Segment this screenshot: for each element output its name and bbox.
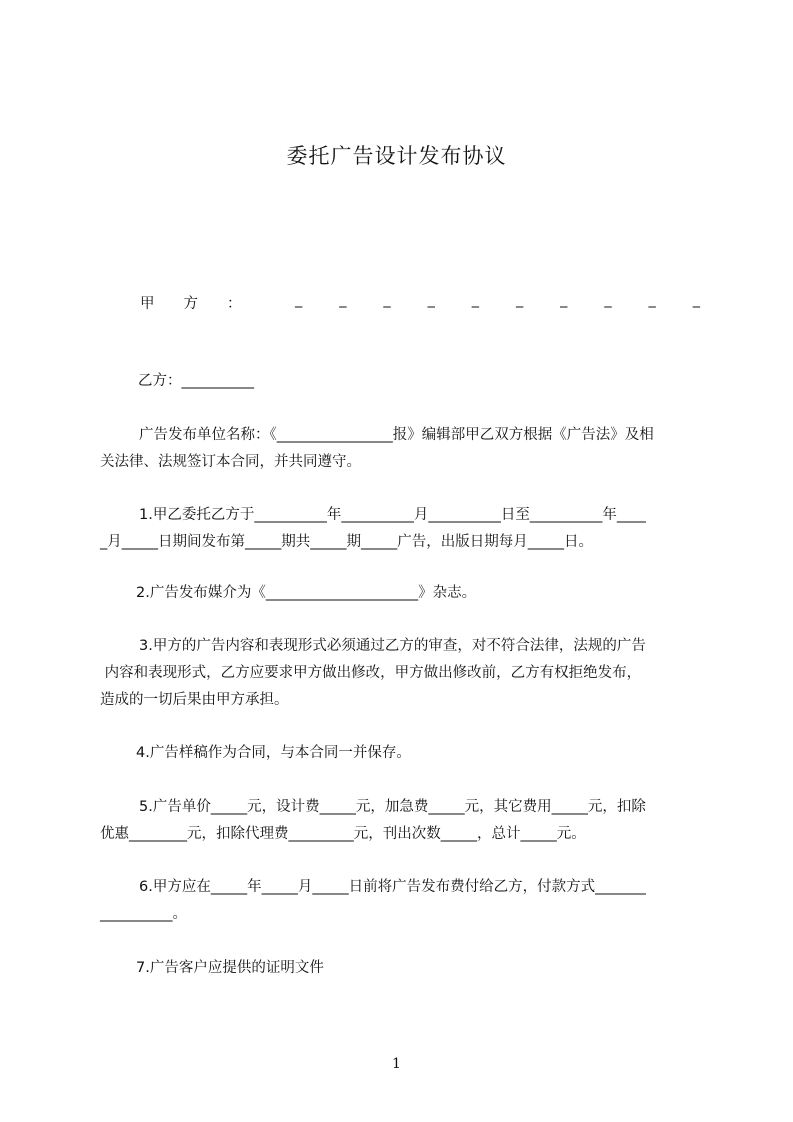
- party-b-line: 乙方：__________: [138, 373, 254, 389]
- clause-6-line-1: 6.甲方应在_____年_____月_____日前将广告发布费付给乙方，付款方式_______: [139, 879, 646, 895]
- document-title: 委托广告设计发布协议: [286, 144, 507, 168]
- clause-2: [100, 580, 705, 607]
- party-a-blank: [295, 292, 700, 308]
- intro-line-1: 广告发布单位名称：《________________报》编辑部甲乙双方根据《广告法》及相: [139, 427, 654, 443]
- intro-line-2: 关法律、法规签订本合同，并共同遵守。: [100, 454, 361, 470]
- intro-paragraph: [100, 422, 705, 476]
- blank-mark: _: [383, 292, 391, 308]
- blank-mark: _: [295, 292, 303, 308]
- clause-2-line-1: 2.广告发布媒介为《_____________________》杂志。: [136, 585, 477, 601]
- clause-5-line-2: 优惠________元，扣除代理费_________元，刊出次数_____，总计_____元。: [100, 826, 586, 842]
- blank-mark: _: [471, 292, 479, 308]
- clause-3: [100, 633, 705, 714]
- clause-4: [100, 740, 705, 767]
- clause-5: [100, 794, 705, 848]
- clause-3-line-3: 造成的一切后果由甲方承担。: [100, 692, 289, 708]
- clause-3-line-1: 3.甲方的广告内容和表现形式必须通过乙方的审查，对不符合法律，法规的广告: [139, 638, 646, 654]
- blank-mark: _: [515, 292, 524, 308]
- clause-1-line-2: _月_____日期间发布第_____期共_____期_____广告，出版日期每月_____日。: [100, 534, 593, 550]
- blank-mark: _: [560, 292, 568, 308]
- clause-7-line-1: 7.广告客户应提供的证明文件: [136, 960, 324, 976]
- clause-7: [100, 955, 705, 982]
- page-number: 1: [392, 1056, 401, 1072]
- blank-mark: _: [427, 292, 435, 308]
- blank-mark: _: [604, 292, 612, 308]
- clause-1-line-1: 1.甲乙委托乙方于__________年__________月__________日至__________年____: [139, 507, 646, 523]
- clause-4-line-1: 4.广告样稿作为合同，与本合同一并保存。: [136, 745, 411, 761]
- blank-mark: _: [339, 292, 347, 308]
- clause-6-line-2: __________。: [100, 906, 187, 922]
- clause-1: [100, 502, 705, 556]
- clause-6: [100, 874, 705, 928]
- clause-3-line-2: 内容和表现形式，乙方应要求甲方做出修改，甲方做出修改前，乙方有权拒绝发布，: [100, 665, 642, 681]
- clause-5-line-1: 5.广告单价_____元，设计费_____元，加急费_____元，其它费用_____元，扣除: [139, 799, 646, 815]
- party-a-label: 甲 方 ：: [140, 296, 242, 312]
- party-a-line: [140, 292, 710, 312]
- blank-mark: _: [648, 292, 656, 308]
- blank-mark: _: [692, 292, 700, 308]
